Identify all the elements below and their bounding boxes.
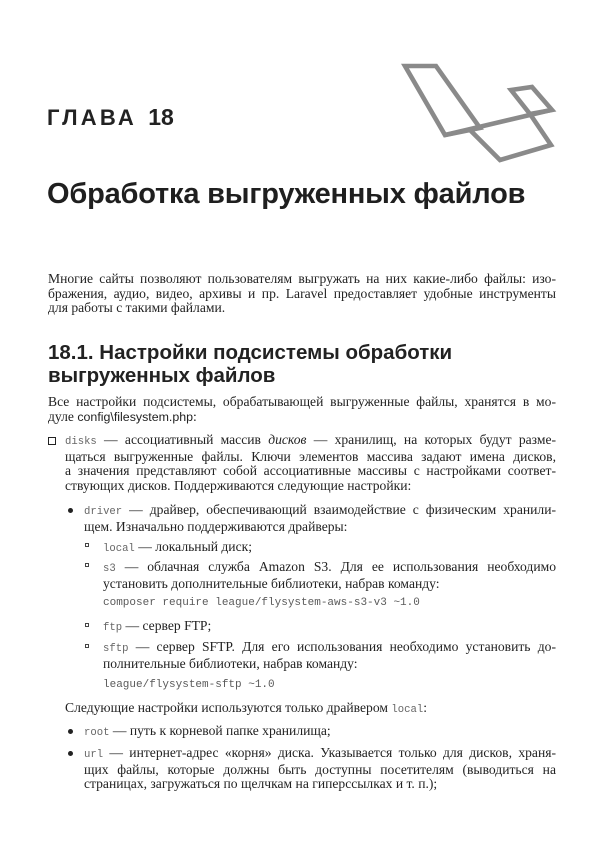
list-item-line: а значения представляют собой ассоциативные массивы с настройками соответ- <box>65 463 556 479</box>
code-key: disks <box>65 436 97 448</box>
lead-paragraph <box>48 395 556 424</box>
list-item-line <box>84 724 556 741</box>
intro-paragraph <box>48 272 556 316</box>
bullet-icon <box>68 729 73 734</box>
lead-line <box>48 410 556 425</box>
text: — локальный диск; <box>134 539 252 554</box>
text: Следующие настройки используются только драйвером <box>65 700 392 715</box>
code-key: s3 <box>103 563 116 575</box>
code-key: url <box>84 749 104 761</box>
list-item-driver <box>84 503 556 534</box>
list-item-line <box>84 503 556 520</box>
driver-sftp <box>103 640 556 671</box>
code-command-sftp: league/flysystem-sftp ~1.0 <box>103 679 275 691</box>
colon: : <box>423 700 427 715</box>
code-key: local <box>103 543 135 555</box>
local-only-paragraph <box>65 701 556 718</box>
text: — облачная служба Amazon S3. Для ее использования необходимо <box>115 559 556 574</box>
lead-line: Все настройки подсистемы, обрабатывающей выгруженные файлы, хранятся в мо- <box>48 394 556 409</box>
list-item-line: полнительные библиотеки, набрав команду: <box>103 655 358 671</box>
list-item-line: щих файлы, которые должны быть доступны посетителям (выводиться на <box>84 761 556 777</box>
chapter-title: Обработка выгруженных файлов <box>47 178 526 210</box>
chapter-number: 18 <box>148 104 174 130</box>
list-item-line <box>103 640 556 657</box>
list-item-line <box>84 746 556 763</box>
colon: : <box>193 408 197 424</box>
list-item-line <box>103 560 556 577</box>
module-path: config\filesystem.php <box>77 409 194 424</box>
setting-url <box>84 746 556 792</box>
lead-text: дуле <box>48 408 78 424</box>
intro-line: для работы с такими файлами. <box>48 300 226 316</box>
driver-local <box>103 540 556 557</box>
checkbox-bullet-icon <box>48 437 56 445</box>
chapter-word: ГЛАВА <box>47 105 137 130</box>
code-key: local <box>391 704 424 716</box>
bullet-icon <box>68 508 73 513</box>
text: — интернет-адрес «корня» диска. Указывается только для дисков, храня- <box>103 745 556 760</box>
text: — ассоциативный массив <box>96 432 269 447</box>
chapter-label <box>47 104 174 131</box>
bullet-icon <box>68 751 73 756</box>
square-bullet-icon <box>85 623 89 627</box>
text: — сервер SFTP. Для его использования необходимо установить до- <box>128 639 556 654</box>
driver-ftp <box>103 619 556 636</box>
square-bullet-icon <box>85 563 89 567</box>
section-heading-line: выгруженных файлов <box>48 364 276 387</box>
code-key: ftp <box>103 622 123 634</box>
driver-s3 <box>103 560 556 591</box>
list-item-disks <box>65 433 556 493</box>
square-bullet-icon <box>85 644 89 648</box>
code-key: root <box>84 727 110 739</box>
intro-line: бражения, аудио, видео, архивы и пр. Laravel предоставляет удобные инструменты <box>48 285 556 301</box>
setting-root <box>84 724 556 741</box>
code-key: driver <box>84 506 123 518</box>
code-command-s3: composer require league/flysystem-aws-s3-v3 ~1.0 <box>103 597 420 609</box>
list-item-line <box>103 619 556 636</box>
intro-line: Многие сайты позволяют пользователям выгружать на них какие-либо файлы: изо- <box>48 271 556 286</box>
text: — хранилищ, на которых будут разме- <box>306 432 557 447</box>
text: — драйвер, обеспечивающий взаимодействие с физическим хранили- <box>122 502 556 517</box>
list-item-line: страницах, загружаться по щелчкам на гиперссылках и т. п.); <box>84 776 438 792</box>
list-item-line: ствующих дисков. Поддерживаются следующие настройки: <box>65 477 412 493</box>
list-item-line: щем. Изначально поддерживаются драйверы: <box>84 518 348 534</box>
list-item-line: щаться выгруженные файлы. Ключи элементов массива задают имена дисков, <box>65 448 556 464</box>
section-heading-line: 18.1. Настройки подсистемы обработки <box>48 341 453 364</box>
square-bullet-icon <box>85 543 89 547</box>
emphasis: дисков <box>268 432 307 447</box>
section-heading <box>48 341 518 387</box>
code-key: sftp <box>103 643 129 655</box>
list-item-line <box>65 433 556 450</box>
list-item-line: установить дополнительные библиотеки, набрав команду: <box>103 575 440 591</box>
text: — путь к корневой папке хранилища; <box>109 723 331 738</box>
text: — сервер FTP; <box>122 618 212 633</box>
laravel-logo-icon <box>395 55 570 175</box>
list-item-line <box>103 540 556 557</box>
